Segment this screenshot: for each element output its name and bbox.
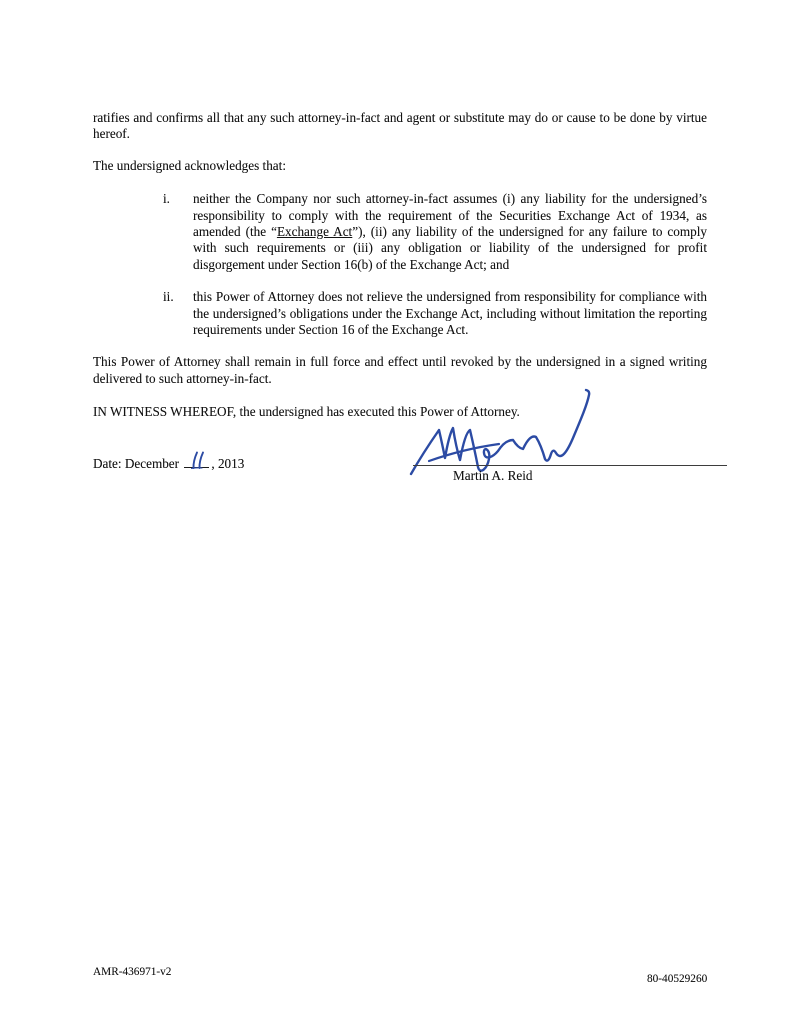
- exchange-act-defined-term: Exchange Act: [276, 224, 353, 240]
- paragraph-ratifies: ratifies and confirms all that any such attorney-in-fact and agent or substitute may do or cause to be done by virtue hereof.: [93, 110, 707, 142]
- document-body: [93, 110, 707, 493]
- signature-line: [413, 465, 727, 484]
- footer-document-id: AMR-436971-v2: [93, 966, 172, 978]
- paragraph-acknowledges: The undersigned acknowledges that:: [93, 157, 286, 173]
- list-item-ii: [93, 289, 707, 338]
- paragraph-witness: IN WITNESS WHEREOF, the undersigned has executed this Power of Attorney.: [93, 404, 520, 420]
- list-marker-ii: ii.: [163, 289, 174, 305]
- date-blank-underline: [184, 453, 209, 468]
- list-item-ii-text: this Power of Attorney does not relieve the undersigned from responsibility for compliance with the undersigned’s obligations under the Exchange Act, including without limitation the reporting requirements under Section 16 of the Exchange Act.: [193, 289, 707, 338]
- footer-reference-number: 80-40529260: [647, 973, 708, 985]
- signature-section: [93, 421, 707, 493]
- list-item-i-text-before: neither the Company nor such attorney-in-fact assumes (i) any liability for the undersigned’s responsibility to comply with the requirement of the Securities Exchange Act of 1934, as amended (the “: [193, 191, 707, 240]
- paragraph-remain: This Power of Attorney shall remain in full force and effect until revoked by the undersigned in a signed writing delivered to such attorney-in-fact.: [93, 354, 707, 386]
- handwritten-day-ink: [187, 451, 207, 470]
- list-marker-i: i.: [163, 191, 170, 207]
- date-prefix: Date: December: [93, 455, 180, 471]
- signatory-name: Martin A. Reid: [453, 467, 533, 483]
- list-item-i-text: [193, 191, 707, 273]
- date-suffix: , 2013: [211, 455, 245, 471]
- list-item-i-text-after: ”), (ii) any liability of the undersigned for any failure to comply with such requirements or (iii) any obligation or liability of the undersigned for profit disgorgement under Section 16(b) of the Exchange Act; and: [193, 224, 707, 272]
- list-item-i: [93, 191, 707, 273]
- date-line: [93, 453, 244, 472]
